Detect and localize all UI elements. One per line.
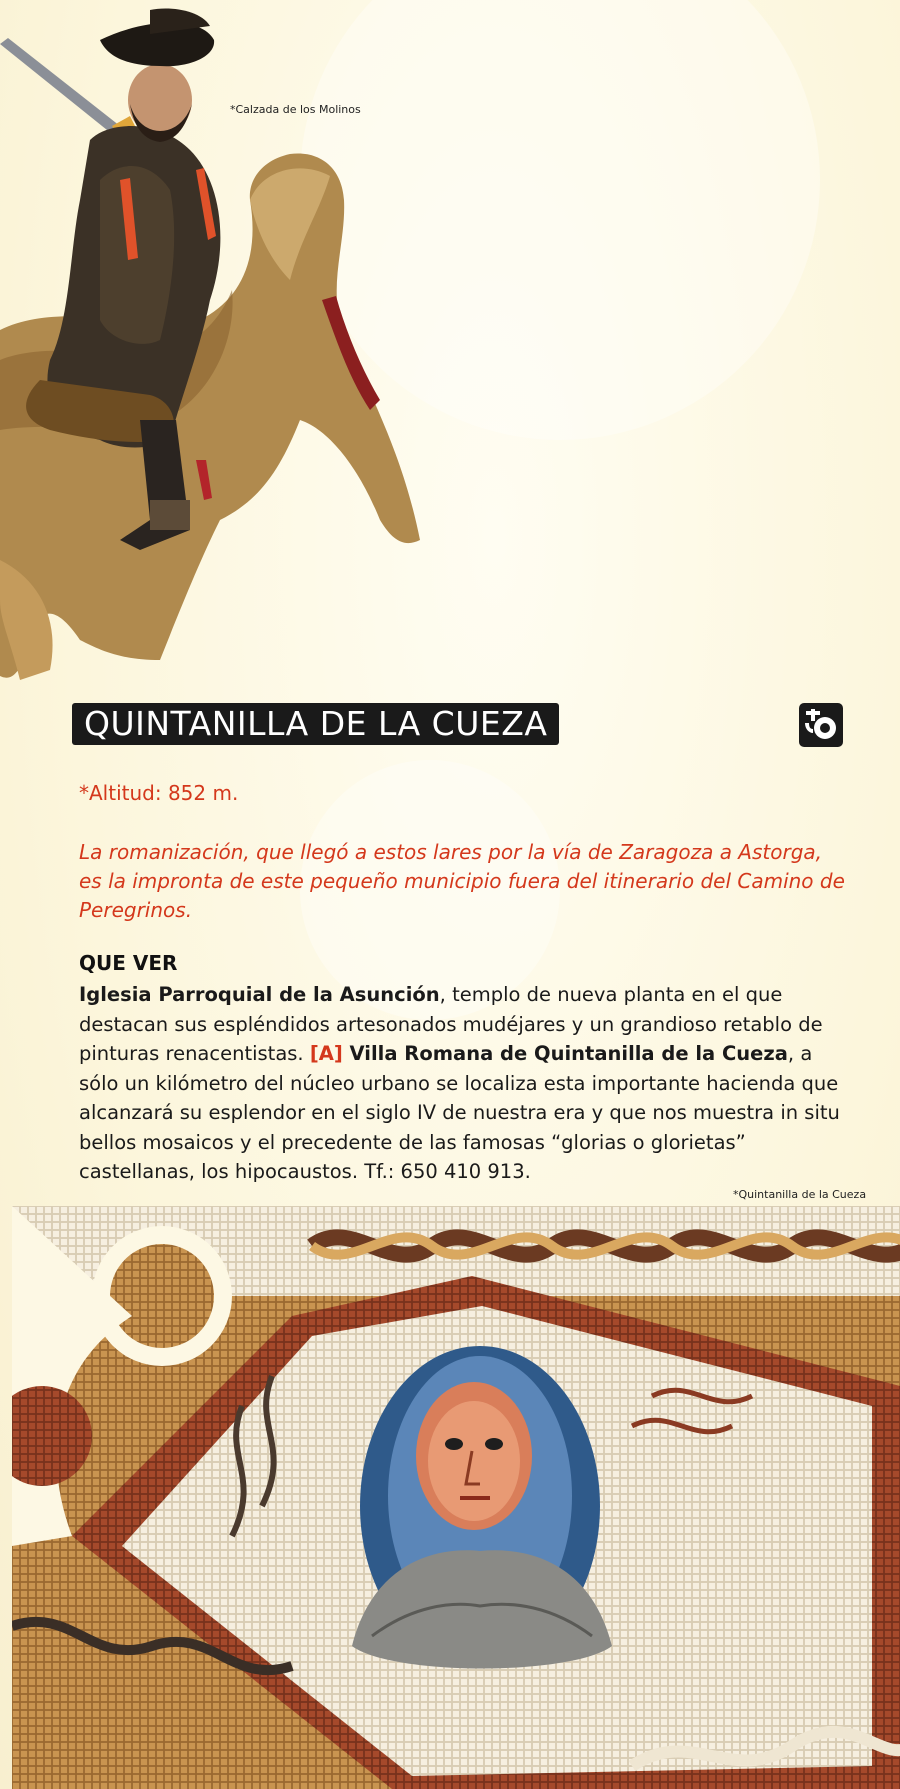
photo-caption-mosaic: *Quintanilla de la Cueza — [733, 1188, 867, 1201]
villa-name: Villa Romana de Quintanilla de la Cueza — [342, 1042, 788, 1065]
church-name: Iglesia Parroquial de la Asunción — [79, 983, 440, 1006]
page-title: QUINTANILLA DE LA CUEZA — [72, 703, 559, 745]
statue-photo — [0, 0, 430, 690]
altitude-text: *Altitud: 852 m. — [79, 781, 239, 805]
mosaic-photo — [12, 1206, 900, 1789]
section-title: QUE VER — [79, 951, 178, 975]
description-paragraph — [79, 980, 849, 1187]
photo-caption-top: *Calzada de los Molinos — [230, 103, 361, 116]
church-text: , templo de nueva planta en el que destacan sus espléndidos artesonados mudéjares y un grandioso retablo de pinturas renacentistas. — [79, 983, 823, 1065]
tap-icon-graphic — [799, 703, 843, 747]
map-reference-label: [A] — [309, 1042, 343, 1065]
intro-paragraph: La romanización, que llegó a estos lares por la vía de Zaragoza a Astorga, es la impronta de este pequeño municipio fuera del itinerario del Camino de Peregrinos. — [79, 840, 845, 922]
villa-text: , a sólo un kilómetro del núcleo urbano se localiza esta importante hacienda que alcanzará su esplendor en el siglo IV de nuestra era y que nos muestra in situ bellos mosaicos y el precedente de las famosas “glorias o glorietas” castellanas, los hipocaustos. Tf.: 650 410 913. — [79, 1042, 840, 1183]
info-tap-icon — [799, 703, 843, 747]
